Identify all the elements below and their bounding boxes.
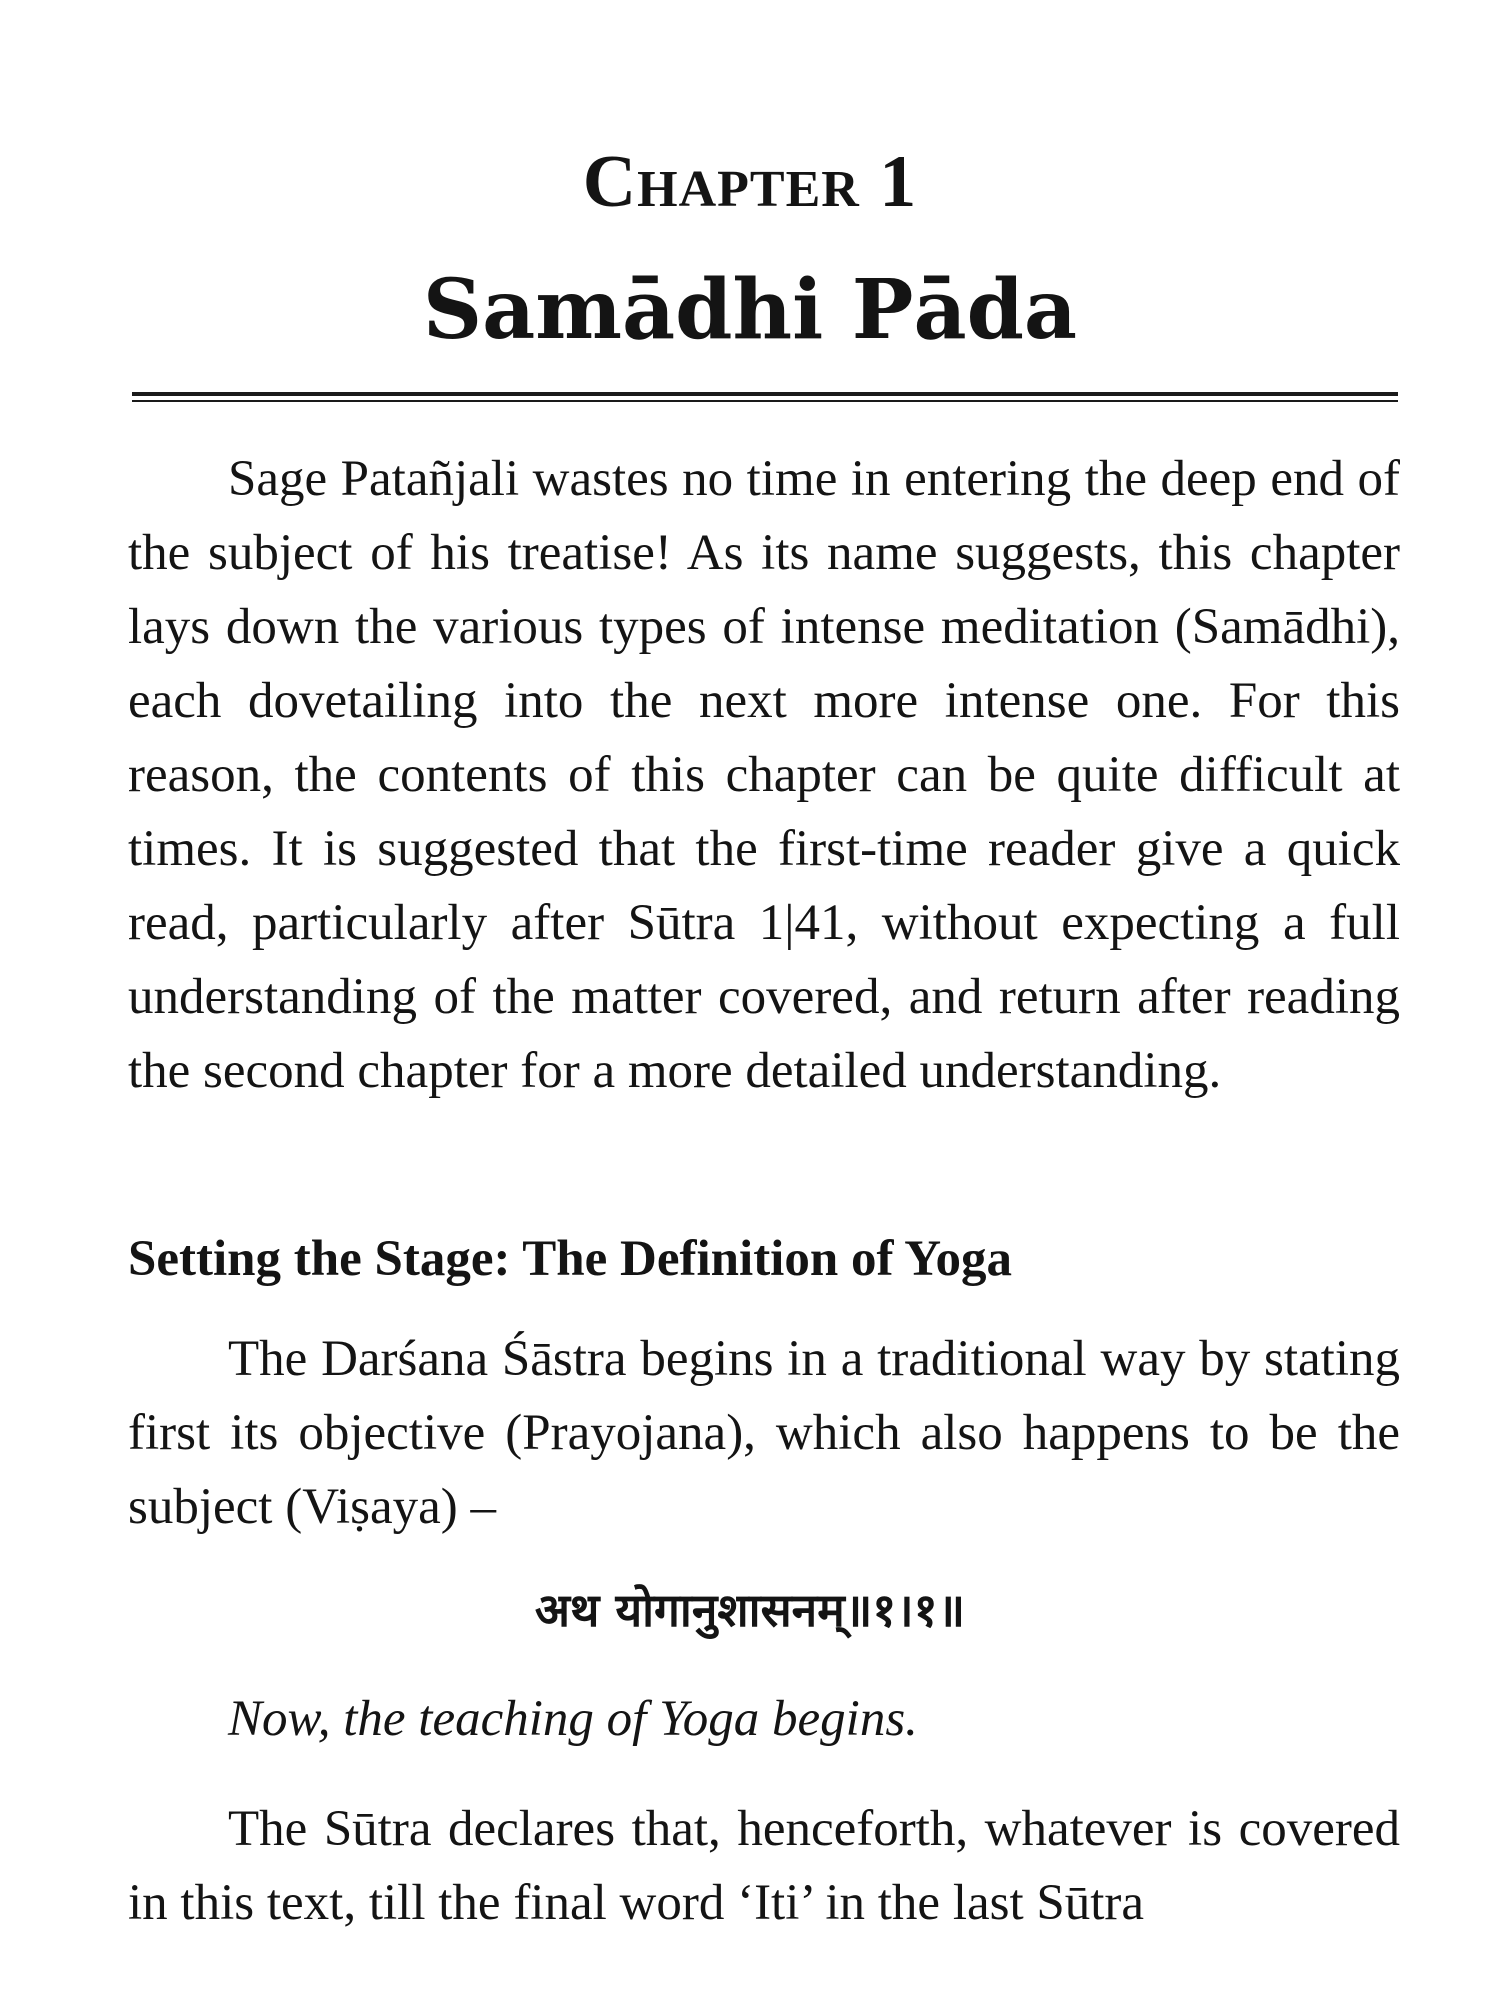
commentary-paragraph: The Sūtra declares that, henceforth, whatever is covered in this text, till the final word ‘Iti’ in the last Sūtra xyxy=(128,1801,1400,1931)
chapter-label: Chapter 1 xyxy=(582,141,918,223)
sutra-translation: Now, the teaching of Yoga begins. xyxy=(228,1691,918,1747)
section-paragraph: The Darśana Śāstra begins in a traditional way by stating first its objective (Prayojana), which also happens to be the subject (Viṣaya) – xyxy=(128,1331,1400,1535)
title-divider xyxy=(132,392,1398,402)
sanskrit-sutra: अथ योगानुशासनम्॥१।१॥ xyxy=(534,1583,966,1637)
intro-paragraph: Sage Patañjali wastes no time in entering the deep end of the subject of his treatise! As its name suggests, this chapter lays down the various types of intense meditation (Samādhi), each dovetailing into the next more intense one. For this reason, the contents of this chapter can be quite difficult at times. It is suggested that the first-time reader give a quick read, particularly after Sūtra 1|41, without expecting a full understanding of the matter covered, and return after reading the second chapter for a more detailed understanding. xyxy=(128,451,1400,1099)
chapter-title: Samādhi Pāda xyxy=(422,262,1078,358)
section-heading: Setting the Stage: The Definition of Yoga xyxy=(128,1231,1012,1287)
